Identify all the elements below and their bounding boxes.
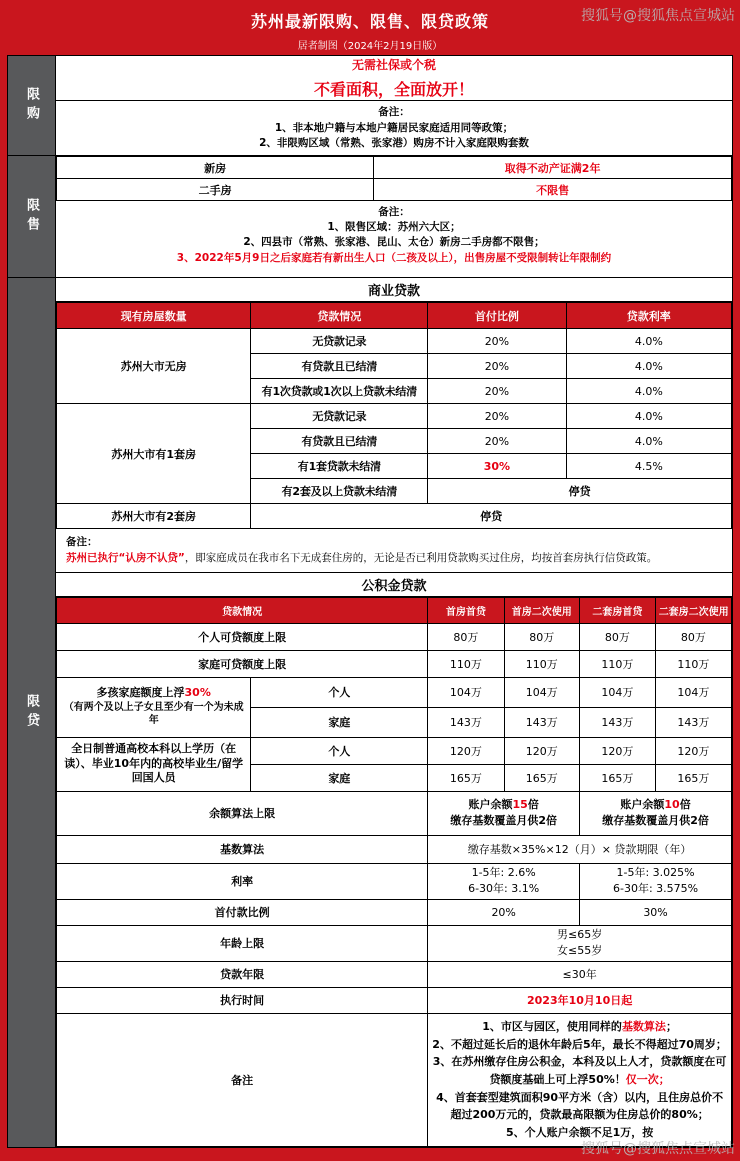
remark-line: [431, 1018, 728, 1036]
purchase-notes: [56, 101, 732, 155]
group-label: 苏州大市有1套房: [57, 404, 251, 504]
loan-rate: 4.0%: [566, 379, 731, 404]
cell-value: 165万: [428, 764, 504, 791]
row-label: 利率: [57, 863, 428, 899]
note-line: [66, 550, 722, 566]
table-row: [57, 835, 732, 863]
sale-restriction-table: [56, 156, 732, 201]
purchase-headline-line2: 不看面积，全面放开！: [313, 80, 474, 100]
column-header: 现有房屋数量: [57, 303, 251, 329]
loan-stopped: 停贷: [428, 479, 732, 504]
rate-line: 6-30年: 3.1%: [468, 882, 540, 896]
balance-line2: 缴存基数覆盖月供2倍: [602, 814, 709, 828]
cell-value: 104万: [655, 677, 731, 707]
downpay-second: 30%: [580, 899, 732, 925]
table-row: [57, 677, 732, 707]
cell-value: 104万: [580, 677, 656, 707]
fund-loan-title: 公积金贷款: [56, 573, 732, 597]
fund-remarks: [428, 1013, 732, 1146]
column-header: 贷款利率: [566, 303, 731, 329]
remark-text: 3、在苏州缴存住房公积金，本科及以上人才，贷款额度在可贷额度基础上可上浮50%！: [432, 1055, 727, 1086]
column-header: 贷款情况: [57, 597, 428, 623]
note-line-highlight: 3、2022年5月9日之后家庭若有新出生人口（二孩及以上），出售房屋不受限制转让年限制约: [176, 251, 612, 264]
table-row: [57, 179, 732, 201]
column-header: 贷款情况: [251, 303, 428, 329]
note-highlight: 苏州已执行“认房不认贷”: [66, 552, 185, 565]
cell-value: 165万: [504, 764, 580, 791]
label-text: 多孩家庭额度上浮: [96, 686, 185, 700]
watermark-bottom: 搜狐号@搜狐焦点宣城站: [581, 1141, 735, 1157]
table-row: [57, 157, 732, 179]
down-payment: 20%: [428, 379, 566, 404]
cell-value: 110万: [580, 650, 656, 677]
downpay-first: 20%: [428, 899, 580, 925]
commercial-loan-table: [56, 302, 732, 529]
column-header: 首付比例: [428, 303, 566, 329]
note-rest: ，即家庭成员在我市名下无成套住房的，无论是否已利用贷款购买过住房，均按首套房执行信贷政策。: [184, 552, 658, 565]
table-row: [57, 623, 732, 650]
label-highlight: 30%: [184, 686, 211, 700]
loan-rate: 4.0%: [566, 429, 731, 454]
rate-first-home: [428, 863, 580, 899]
loan-rate: 4.0%: [566, 354, 731, 379]
cell-value: 165万: [580, 764, 656, 791]
row-label: 个人可贷额度上限: [57, 623, 428, 650]
group-label: 苏州大市无房: [57, 329, 251, 404]
loan-rate: 4.5%: [566, 454, 731, 479]
remark-line: 4、首套套型建筑面积90平方米（含）以内，且住房总价不超过200万元的，贷款最高限额为住房总价的80%；: [436, 1090, 724, 1122]
cell-value: 104万: [428, 677, 504, 707]
cell-value: 143万: [655, 707, 731, 737]
balance-line1: [431, 797, 576, 814]
sale-row-label: 新房: [57, 157, 374, 179]
fund-loan-table: [56, 597, 732, 1147]
cell-value: 80万: [580, 623, 656, 650]
balance-text: 账户余额: [468, 797, 513, 811]
sub-label: 个人: [251, 737, 428, 764]
note-line: 1、非本地户籍与本地户籍居民家庭适用同等政策；: [274, 121, 514, 134]
multi-child-label: [57, 677, 251, 737]
balance-second-home: [580, 791, 732, 835]
purchase-side-label: 限购: [24, 86, 39, 125]
loan-condition: 有1次贷款或1次以上贷款未结清: [251, 379, 428, 404]
cell-value: 165万: [655, 764, 731, 791]
rate-second-home: [580, 863, 732, 899]
cell-value: 110万: [428, 650, 504, 677]
age-line: 女≤55岁: [557, 944, 603, 958]
balance-line1: [583, 797, 728, 814]
page-title: 苏州最新限购、限售、限贷政策: [250, 12, 489, 31]
cell-value: 120万: [580, 737, 656, 764]
row-label: 余额算法上限: [57, 791, 428, 835]
purchase-headline-line1: 无需社保或个税: [351, 58, 436, 73]
age-limit: [428, 925, 732, 961]
loan-condition: 有贷款且已结清: [251, 354, 428, 379]
table-row: [57, 791, 732, 835]
column-header: 首房二次使用: [504, 597, 580, 623]
table-row: [57, 329, 732, 354]
rate-line: 6-30年: 3.575%: [612, 882, 699, 896]
rate-line: 1-5年: 3.025%: [616, 865, 695, 879]
table-row: [57, 650, 732, 677]
balance-text: 倍: [679, 797, 691, 811]
table-header-row: [57, 303, 732, 329]
note-line: 2、四县市（常熟、张家港、昆山、太仓）新房二手房都不限售；: [243, 236, 545, 249]
remark-line: 5、个人账户余额不足1万，按: [505, 1125, 654, 1139]
cell-value: 120万: [428, 737, 504, 764]
down-payment: 20%: [428, 354, 566, 379]
remark-text: 1、市区与园区，使用同样的: [482, 1020, 622, 1034]
column-header: 二套房首贷: [580, 597, 656, 623]
down-payment: 20%: [428, 429, 566, 454]
cell-value: 143万: [580, 707, 656, 737]
table-row: [57, 1013, 732, 1146]
loan-condition: 有2套及以上贷款未结清: [251, 479, 428, 504]
row-label: 基数算法: [57, 835, 428, 863]
row-label: 贷款年限: [57, 961, 428, 987]
sale-side-tab: [8, 156, 56, 277]
row-label: 执行时间: [57, 987, 428, 1013]
multi-child-line2: （有两个及以上子女且至少有一个为未成年: [63, 701, 244, 727]
table-row: [57, 987, 732, 1013]
cell-value: 80万: [655, 623, 731, 650]
row-label: 年龄上限: [57, 925, 428, 961]
cell-value: 80万: [504, 623, 580, 650]
table-row: [57, 925, 732, 961]
notes-title: 备注：: [378, 106, 410, 119]
page-subtitle: 居者制图（2024年2月19日版）: [297, 41, 443, 52]
purchase-side-tab: [8, 56, 56, 155]
loan-condition: 有1套贷款未结清: [251, 454, 428, 479]
table-row: [57, 737, 732, 764]
base-formula: 缴存基数×35%×12（月）× 贷款期限（年）: [428, 835, 732, 863]
remark-highlight: 基数算法: [621, 1020, 666, 1034]
table-row: [57, 863, 732, 899]
sale-notes: [56, 201, 732, 277]
remark-line: 2、不超过延长后的退休年龄后5年，最长不得超过70周岁；: [432, 1037, 727, 1051]
balance-text: 账户余额: [620, 797, 665, 811]
purchase-headline-box: [56, 56, 732, 101]
row-label: 备注: [57, 1013, 428, 1146]
sale-row-value: 取得不动产证满2年: [374, 157, 732, 179]
remark-line: [431, 1053, 728, 1088]
loan-term: ≤30年: [428, 961, 732, 987]
table-row: [57, 961, 732, 987]
balance-first-home: [428, 791, 580, 835]
table-row: [57, 504, 732, 529]
table-header-row: [57, 597, 732, 623]
purchase-main: [56, 56, 732, 155]
note-line: 2、非限购区域（常熟、张家港）购房不计入家庭限购套数: [259, 136, 529, 149]
watermark-top: 搜狐号@搜狐焦点宣城站: [581, 8, 735, 24]
notes-title: 备注：: [378, 206, 410, 218]
remark-text: ；: [665, 1020, 677, 1034]
commercial-note: [56, 529, 732, 573]
section-loan-limit: [8, 278, 732, 1147]
sale-row-label: 二手房: [57, 179, 374, 201]
age-line: 男≤65岁: [557, 927, 603, 941]
row-label: 首付款比例: [57, 899, 428, 925]
balance-line2: 缴存基数覆盖月供2倍: [450, 814, 557, 828]
loan-stopped: 停贷: [251, 504, 732, 529]
cell-value: 110万: [655, 650, 731, 677]
cell-value: 104万: [504, 677, 580, 707]
down-payment: 20%: [428, 329, 566, 354]
notes-title: 备注：: [66, 536, 98, 548]
loan-condition: 有贷款且已结清: [251, 429, 428, 454]
graduate-label: 全日制普通高校本科以上学历（在读）、毕业10年内的高校毕业生/留学回国人员: [57, 737, 251, 791]
content-area: [7, 55, 733, 1148]
note-line: 1、限售区域：苏州六大区；: [327, 221, 461, 234]
sale-row-value: 不限售: [374, 179, 732, 201]
loan-condition: 无贷款记录: [251, 329, 428, 354]
down-payment: 20%: [428, 404, 566, 429]
section-sale-limit: [8, 156, 732, 278]
row-label: 家庭可贷额度上限: [57, 650, 428, 677]
column-header: 首房首贷: [428, 597, 504, 623]
balance-highlight: 15: [512, 797, 528, 811]
loan-rate: 4.0%: [566, 329, 731, 354]
loan-main: [56, 278, 732, 1147]
rate-line: 1-5年: 2.6%: [471, 865, 536, 879]
section-purchase-limit: [8, 56, 732, 156]
commercial-loan-title: 商业贷款: [56, 278, 732, 302]
cell-value: 120万: [655, 737, 731, 764]
group-label: 苏州大市有2套房: [57, 504, 251, 529]
table-row: [57, 404, 732, 429]
cell-value: 110万: [504, 650, 580, 677]
cell-value: 143万: [504, 707, 580, 737]
loan-condition: 无贷款记录: [251, 404, 428, 429]
sub-label: 个人: [251, 677, 428, 707]
sale-side-label: 限售: [24, 197, 39, 236]
loan-side-tab: [8, 278, 56, 1147]
table-row: [57, 899, 732, 925]
loan-rate: 4.0%: [566, 404, 731, 429]
sub-label: 家庭: [251, 707, 428, 737]
exec-date: 2023年10月10日起: [428, 987, 732, 1013]
remark-highlight: 仅一次；: [625, 1072, 670, 1086]
sale-main: [56, 156, 732, 277]
fund-table-wrap: [56, 597, 732, 1147]
cell-value: 120万: [504, 737, 580, 764]
loan-side-label: 限贷: [24, 693, 39, 732]
multi-child-line1: [60, 686, 247, 701]
column-header: 二套房二次使用: [655, 597, 731, 623]
balance-text: 倍: [527, 797, 539, 811]
cell-value: 143万: [428, 707, 504, 737]
cell-value: 80万: [428, 623, 504, 650]
balance-highlight: 10: [664, 797, 680, 811]
down-payment-highlight: 30%: [428, 454, 566, 479]
sub-label: 家庭: [251, 764, 428, 791]
